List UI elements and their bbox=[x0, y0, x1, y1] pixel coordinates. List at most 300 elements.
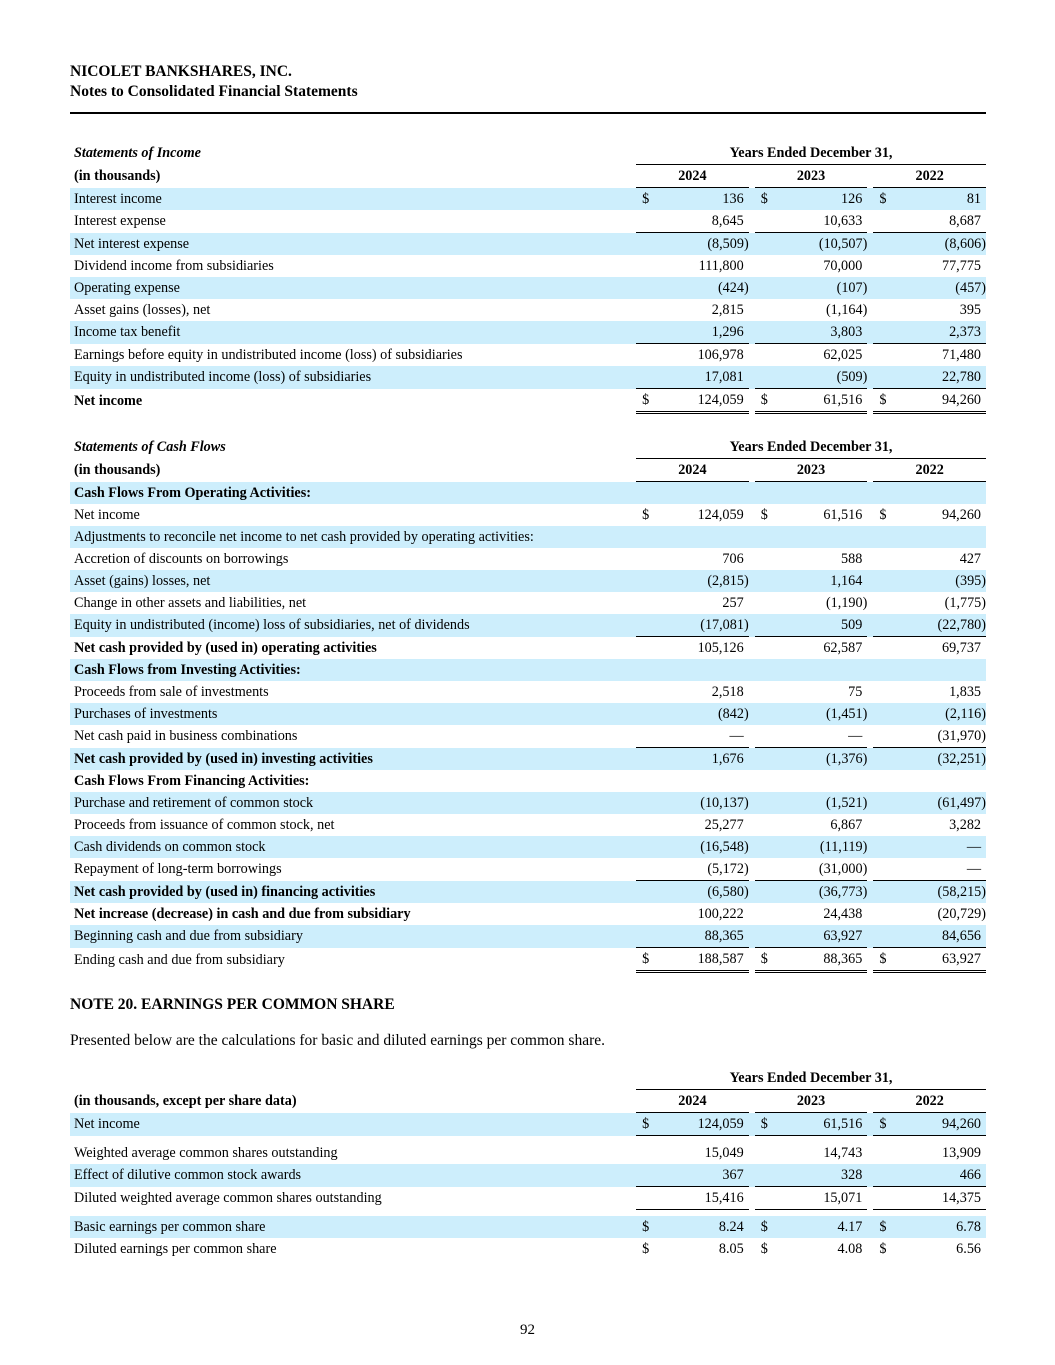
note-20-text: Presented below are the calculations for basic and diluted earnings per common share. bbox=[70, 1032, 605, 1049]
cell-value: 15,071 bbox=[773, 1187, 868, 1210]
cell-value: 63,927 bbox=[773, 925, 868, 948]
currency-symbol bbox=[755, 548, 773, 570]
cell-value: (58,215) bbox=[891, 881, 986, 904]
table-row bbox=[70, 792, 986, 814]
cell-value: 94,260 bbox=[941, 507, 981, 523]
cell-value: 124,059 bbox=[654, 1113, 749, 1136]
currency-symbol: $ bbox=[636, 1216, 654, 1238]
units-label: (in thousands) bbox=[74, 462, 161, 478]
currency-symbol: $ bbox=[760, 507, 768, 523]
units-label: (in thousands) bbox=[74, 168, 161, 184]
currency-symbol bbox=[755, 614, 773, 637]
cell-value: 188,587 bbox=[654, 948, 749, 972]
currency-symbol bbox=[873, 1164, 891, 1187]
cell-value: (842) bbox=[654, 703, 749, 725]
cell-value: 17,081 bbox=[654, 366, 749, 389]
cell-value: (2,116) bbox=[891, 703, 986, 725]
currency-symbol bbox=[755, 748, 773, 771]
currency-symbol bbox=[636, 836, 654, 858]
page-number: 92 bbox=[520, 1322, 535, 1338]
cell-value: 22,780 bbox=[891, 366, 986, 389]
cell-value: (11,119) bbox=[773, 836, 868, 858]
row-label: Proceeds from issuance of common stock, net bbox=[74, 817, 335, 833]
cell-value: 75 bbox=[848, 684, 863, 700]
currency-symbol bbox=[873, 592, 891, 614]
currency-symbol bbox=[873, 748, 891, 771]
year-header: 2023 bbox=[755, 459, 868, 482]
row-label: Net increase (decrease) in cash and due from subsidiary bbox=[74, 906, 411, 922]
currency-symbol bbox=[755, 681, 773, 703]
cell-value: 395 bbox=[959, 302, 981, 318]
section-header: Cash Flows from Investing Activities: bbox=[70, 659, 636, 681]
currency-symbol bbox=[636, 255, 654, 277]
cell-value: (32,251) bbox=[891, 748, 986, 771]
cell-value: 24,438 bbox=[823, 906, 863, 922]
table-row bbox=[70, 1187, 986, 1210]
income-statement-table bbox=[70, 142, 986, 414]
eps-rows bbox=[70, 1113, 986, 1261]
cell-value: (20,729) bbox=[937, 906, 986, 922]
cell-value: (61,497) bbox=[891, 792, 986, 814]
row-label: Dividend income from subsidiaries bbox=[74, 258, 274, 274]
table-row bbox=[70, 592, 986, 614]
cell-value: (10,507) bbox=[773, 233, 868, 256]
year-header: 2023 bbox=[755, 165, 868, 188]
row-label: Asset (gains) losses, net bbox=[70, 570, 636, 592]
currency-symbol bbox=[636, 858, 654, 881]
currency-symbol: $ bbox=[755, 1216, 773, 1238]
cell-value: 8.05 bbox=[718, 1241, 744, 1257]
table-row bbox=[70, 344, 986, 367]
year-header: 2024 bbox=[636, 165, 749, 188]
table-row bbox=[70, 925, 986, 948]
cell-value: 6.78 bbox=[891, 1216, 986, 1238]
cell-value: 106,978 bbox=[697, 347, 744, 363]
currency-symbol bbox=[755, 792, 773, 814]
currency-symbol: $ bbox=[636, 1113, 654, 1136]
years-header: Years Ended December 31, bbox=[636, 142, 986, 165]
cell-value: 2,815 bbox=[711, 302, 744, 318]
row-label: Equity in undistributed income (loss) of subsidiaries bbox=[70, 366, 636, 389]
cell-value: (457) bbox=[891, 277, 986, 299]
cell-value: 1,676 bbox=[654, 748, 749, 771]
currency-symbol bbox=[873, 299, 891, 321]
currency-symbol bbox=[873, 210, 891, 233]
currency-symbol bbox=[873, 725, 891, 748]
table-row bbox=[70, 299, 986, 321]
row-label: Equity in undistributed (income) loss of subsidiaries, net of dividends bbox=[70, 614, 636, 637]
currency-symbol bbox=[636, 1164, 654, 1187]
year-header: 2023 bbox=[755, 1090, 868, 1113]
currency-symbol: $ bbox=[879, 507, 887, 523]
currency-symbol bbox=[636, 903, 654, 925]
row-label: Operating expense bbox=[70, 277, 636, 299]
cell-value: (395) bbox=[891, 570, 986, 592]
cell-value: 10,633 bbox=[773, 210, 868, 233]
currency-symbol: $ bbox=[755, 389, 773, 413]
currency-symbol bbox=[755, 703, 773, 725]
cell-value: 257 bbox=[722, 595, 744, 611]
currency-symbol bbox=[873, 703, 891, 725]
currency-symbol bbox=[636, 210, 654, 233]
currency-symbol bbox=[636, 277, 654, 299]
currency-symbol bbox=[873, 1142, 891, 1164]
cell-value: 94,260 bbox=[891, 1113, 986, 1136]
currency-symbol bbox=[755, 210, 773, 233]
cell-value: (31,970) bbox=[891, 725, 986, 748]
currency-symbol bbox=[755, 1164, 773, 1187]
cell-value: 367 bbox=[654, 1164, 749, 1187]
currency-symbol bbox=[873, 366, 891, 389]
cell-value: 8.24 bbox=[654, 1216, 749, 1238]
cell-value: 88,365 bbox=[654, 925, 749, 948]
currency-symbol bbox=[873, 637, 891, 660]
column-header-row bbox=[70, 165, 986, 188]
eps-table bbox=[70, 1067, 986, 1260]
cell-value: 14,743 bbox=[823, 1145, 863, 1161]
cell-value: 1,164 bbox=[773, 570, 868, 592]
currency-symbol: $ bbox=[642, 507, 650, 523]
table-row bbox=[70, 1216, 986, 1238]
currency-symbol bbox=[636, 548, 654, 570]
cell-value: — bbox=[891, 836, 986, 858]
currency-symbol: $ bbox=[636, 389, 654, 413]
row-label: Purchases of investments bbox=[70, 703, 636, 725]
currency-symbol bbox=[873, 233, 891, 256]
currency-symbol bbox=[755, 925, 773, 948]
cell-value: 88,365 bbox=[773, 948, 868, 972]
cell-value: 81 bbox=[891, 188, 986, 211]
row-label: Diluted weighted average common shares outstanding bbox=[74, 1190, 382, 1206]
note-20-title: NOTE 20. EARNINGS PER COMMON SHARE bbox=[70, 996, 395, 1013]
row-label: Basic earnings per common share bbox=[70, 1216, 636, 1238]
cell-value: (1,521) bbox=[773, 792, 868, 814]
cell-value: 61,516 bbox=[773, 389, 868, 413]
cell-value: 25,277 bbox=[704, 817, 744, 833]
currency-symbol bbox=[636, 570, 654, 592]
cell-value: 8,687 bbox=[891, 210, 986, 233]
currency-symbol bbox=[755, 858, 773, 881]
net-income-row bbox=[70, 389, 986, 413]
currency-symbol: $ bbox=[755, 188, 773, 211]
table-row bbox=[70, 681, 986, 703]
currency-symbol bbox=[873, 814, 891, 836]
cell-value: 15,049 bbox=[704, 1145, 744, 1161]
row-label: Weighted average common shares outstanding bbox=[74, 1145, 338, 1161]
row-label: Interest expense bbox=[74, 213, 166, 230]
currency-symbol bbox=[636, 366, 654, 389]
currency-symbol: $ bbox=[873, 948, 891, 972]
cell-value: 126 bbox=[773, 188, 868, 211]
currency-symbol bbox=[873, 255, 891, 277]
currency-symbol: $ bbox=[755, 948, 773, 972]
cell-value: 14,375 bbox=[891, 1187, 986, 1210]
section-header: Cash Flows From Operating Activities: bbox=[70, 482, 636, 505]
row-label: Net cash provided by (used in) investing activities bbox=[70, 748, 636, 771]
row-label: Net income bbox=[74, 507, 140, 523]
table-row bbox=[70, 948, 986, 972]
cell-value: 94,260 bbox=[891, 389, 986, 413]
currency-symbol: $ bbox=[873, 389, 891, 413]
row-label: Net income bbox=[70, 1113, 636, 1136]
cell-value: 6,867 bbox=[830, 817, 863, 833]
section-header-row bbox=[70, 770, 986, 792]
year-header: 2022 bbox=[873, 459, 986, 482]
currency-symbol bbox=[636, 792, 654, 814]
currency-symbol bbox=[873, 792, 891, 814]
cell-value: 77,775 bbox=[941, 258, 981, 274]
cell-value: 588 bbox=[841, 551, 863, 567]
row-label: Asset gains (losses), net bbox=[74, 302, 211, 318]
cell-value: 4.08 bbox=[837, 1241, 863, 1257]
cell-value: 427 bbox=[959, 551, 981, 567]
row-label: Accretion of discounts on borrowings bbox=[74, 551, 289, 567]
cell-value: 124,059 bbox=[654, 389, 749, 413]
table-row bbox=[70, 233, 986, 256]
table-row bbox=[70, 703, 986, 725]
cell-value: (17,081) bbox=[654, 614, 749, 637]
cell-value: (8,606) bbox=[891, 233, 986, 256]
column-header-row bbox=[70, 1090, 986, 1113]
cell-value: 136 bbox=[654, 188, 749, 211]
currency-symbol bbox=[636, 1187, 654, 1210]
year-header: 2024 bbox=[636, 1090, 749, 1113]
cell-value: 1,835 bbox=[949, 684, 981, 700]
currency-symbol bbox=[755, 277, 773, 299]
row-label: Cash dividends on common stock bbox=[70, 836, 636, 858]
table-row bbox=[70, 881, 986, 904]
document-subtitle: Notes to Consolidated Financial Statements bbox=[70, 83, 358, 100]
cell-value: (1,451) bbox=[773, 703, 868, 725]
currency-symbol bbox=[755, 233, 773, 256]
cash-flow-statement-table bbox=[70, 436, 986, 973]
currency-symbol bbox=[873, 836, 891, 858]
cell-value: (10,137) bbox=[654, 792, 749, 814]
currency-symbol bbox=[636, 681, 654, 703]
currency-symbol: $ bbox=[755, 1113, 773, 1136]
cell-value: 100,222 bbox=[697, 906, 744, 922]
currency-symbol bbox=[755, 366, 773, 389]
table-row bbox=[70, 255, 986, 277]
currency-symbol: $ bbox=[760, 1241, 768, 1257]
cell-value: (1,190) bbox=[825, 595, 868, 611]
cell-value: 70,000 bbox=[823, 258, 863, 274]
section-header-row bbox=[70, 526, 986, 548]
header-rule bbox=[70, 112, 986, 114]
cash-flow-rows bbox=[70, 482, 986, 972]
table-row bbox=[70, 548, 986, 570]
table-row bbox=[70, 277, 986, 299]
cell-value: 84,656 bbox=[891, 925, 986, 948]
section-header: Cash Flows From Financing Activities: bbox=[74, 773, 310, 789]
row-label: Ending cash and due from subsidiary bbox=[74, 951, 285, 968]
currency-symbol bbox=[636, 725, 654, 748]
currency-symbol bbox=[873, 614, 891, 637]
cell-value: (509) bbox=[773, 366, 868, 389]
year-header: 2024 bbox=[636, 459, 749, 482]
table-row bbox=[70, 1113, 986, 1136]
currency-symbol bbox=[755, 299, 773, 321]
currency-symbol bbox=[636, 814, 654, 836]
row-label: Net interest expense bbox=[70, 233, 636, 256]
currency-symbol bbox=[636, 637, 654, 660]
cell-value: 509 bbox=[773, 614, 868, 637]
currency-symbol bbox=[755, 570, 773, 592]
currency-symbol bbox=[873, 321, 891, 344]
row-label: Effect of dilutive common stock awards bbox=[70, 1164, 636, 1187]
cell-value: — bbox=[773, 725, 868, 748]
cell-value: 3,282 bbox=[949, 817, 981, 833]
currency-symbol bbox=[636, 748, 654, 771]
currency-symbol bbox=[755, 255, 773, 277]
currency-symbol: $ bbox=[873, 1216, 891, 1238]
table-title-row bbox=[70, 142, 986, 165]
currency-symbol bbox=[755, 637, 773, 660]
currency-symbol bbox=[873, 903, 891, 925]
table-row bbox=[70, 814, 986, 836]
currency-symbol: $ bbox=[873, 188, 891, 211]
currency-symbol bbox=[636, 925, 654, 948]
cell-value: 2,373 bbox=[891, 321, 986, 344]
cell-value: 61,516 bbox=[773, 1113, 868, 1136]
cell-value: (1,164) bbox=[825, 302, 868, 318]
table-row bbox=[70, 504, 986, 526]
row-label: Interest income bbox=[70, 188, 636, 211]
years-header: Years Ended December 31, bbox=[636, 436, 986, 459]
currency-symbol bbox=[873, 681, 891, 703]
column-header-row bbox=[70, 459, 986, 482]
table-row bbox=[70, 570, 986, 592]
row-label: Net cash provided by (used in) operating activities bbox=[74, 639, 377, 656]
currency-symbol bbox=[755, 592, 773, 614]
currency-symbol bbox=[755, 836, 773, 858]
cell-value: 8,645 bbox=[654, 210, 749, 233]
cell-value: (22,780) bbox=[891, 614, 986, 637]
table-row bbox=[70, 321, 986, 344]
currency-symbol bbox=[755, 321, 773, 344]
table-row bbox=[70, 836, 986, 858]
row-label: Net cash provided by (used in) financing activities bbox=[70, 881, 636, 904]
currency-symbol bbox=[873, 925, 891, 948]
cell-value: 105,126 bbox=[697, 640, 744, 656]
section-header: Adjustments to reconcile net income to net cash provided by operating activities: bbox=[70, 526, 636, 548]
years-header: Years Ended December 31, bbox=[636, 1067, 986, 1090]
row-label: Net income bbox=[74, 392, 143, 409]
row-label: Earnings before equity in undistributed income (loss) of subsidiaries bbox=[74, 346, 463, 363]
currency-symbol: $ bbox=[879, 1241, 887, 1257]
cashflow-title: Statements of Cash Flows bbox=[74, 439, 226, 456]
currency-symbol bbox=[873, 858, 891, 881]
table-row bbox=[70, 210, 986, 233]
currency-symbol bbox=[636, 881, 654, 904]
year-header: 2022 bbox=[873, 1090, 986, 1113]
cell-value: (2,815) bbox=[654, 570, 749, 592]
cell-value: (107) bbox=[773, 277, 868, 299]
income-title: Statements of Income bbox=[74, 145, 201, 162]
table-title-row bbox=[70, 1067, 986, 1090]
cell-value: 61,516 bbox=[823, 507, 863, 523]
cell-value: — bbox=[654, 725, 749, 748]
table-row bbox=[70, 188, 986, 211]
cell-value: 328 bbox=[773, 1164, 868, 1187]
cell-value: 2,518 bbox=[711, 684, 744, 700]
currency-symbol bbox=[873, 344, 891, 367]
table-row bbox=[70, 1238, 986, 1260]
currency-symbol bbox=[636, 592, 654, 614]
row-label: Diluted earnings per common share bbox=[74, 1241, 277, 1257]
currency-symbol bbox=[755, 881, 773, 904]
table-row bbox=[70, 725, 986, 748]
cell-value: 13,909 bbox=[941, 1145, 981, 1161]
table-row bbox=[70, 903, 986, 925]
cell-value: 71,480 bbox=[941, 347, 981, 363]
cell-value: 62,587 bbox=[823, 640, 863, 656]
cell-value: 4.17 bbox=[773, 1216, 868, 1238]
section-header-row bbox=[70, 659, 986, 681]
table-row bbox=[70, 748, 986, 771]
cell-value: (31,000) bbox=[773, 858, 868, 881]
currency-symbol bbox=[873, 548, 891, 570]
cell-value: 6.56 bbox=[956, 1241, 981, 1257]
currency-symbol bbox=[755, 1187, 773, 1210]
cell-value: (5,172) bbox=[654, 858, 749, 881]
company-name: NICOLET BANKSHARES, INC. bbox=[70, 63, 292, 80]
currency-symbol bbox=[636, 703, 654, 725]
currency-symbol bbox=[636, 299, 654, 321]
units-label: (in thousands, except per share data) bbox=[74, 1093, 297, 1109]
currency-symbol: $ bbox=[642, 1241, 650, 1257]
currency-symbol: $ bbox=[636, 188, 654, 211]
currency-symbol bbox=[755, 903, 773, 925]
currency-symbol bbox=[636, 1142, 654, 1164]
row-label: Net cash paid in business combinations bbox=[74, 728, 298, 745]
cell-value: 69,737 bbox=[941, 640, 981, 656]
table-row bbox=[70, 858, 986, 881]
cell-value: (424) bbox=[654, 277, 749, 299]
row-label: Purchase and retirement of common stock bbox=[70, 792, 636, 814]
currency-symbol bbox=[636, 321, 654, 344]
currency-symbol bbox=[636, 344, 654, 367]
cell-value: (6,580) bbox=[654, 881, 749, 904]
section-header-row bbox=[70, 482, 986, 505]
cell-value: 1,296 bbox=[654, 321, 749, 344]
income-rows bbox=[70, 188, 986, 413]
table-row bbox=[70, 637, 986, 660]
cell-value: 15,416 bbox=[654, 1187, 749, 1210]
row-label: Repayment of long-term borrowings bbox=[74, 861, 282, 878]
currency-symbol bbox=[755, 725, 773, 748]
currency-symbol bbox=[755, 344, 773, 367]
currency-symbol bbox=[636, 233, 654, 256]
cell-value: (1,775) bbox=[944, 595, 986, 611]
cell-value: (16,548) bbox=[654, 836, 749, 858]
row-label: Change in other assets and liabilities, net bbox=[74, 595, 307, 611]
table-title-row bbox=[70, 436, 986, 459]
currency-symbol bbox=[873, 881, 891, 904]
year-header: 2022 bbox=[873, 165, 986, 188]
row-label: Income tax benefit bbox=[70, 321, 636, 344]
cell-value: 63,927 bbox=[891, 948, 986, 972]
cell-value: (8,509) bbox=[654, 233, 749, 256]
currency-symbol: $ bbox=[636, 948, 654, 972]
cell-value: (1,376) bbox=[773, 748, 868, 771]
currency-symbol bbox=[873, 1187, 891, 1210]
table-row bbox=[70, 1164, 986, 1187]
cell-value: 466 bbox=[891, 1164, 986, 1187]
cell-value: (36,773) bbox=[773, 881, 868, 904]
cell-value: — bbox=[891, 858, 986, 881]
document-page bbox=[70, 62, 986, 1260]
